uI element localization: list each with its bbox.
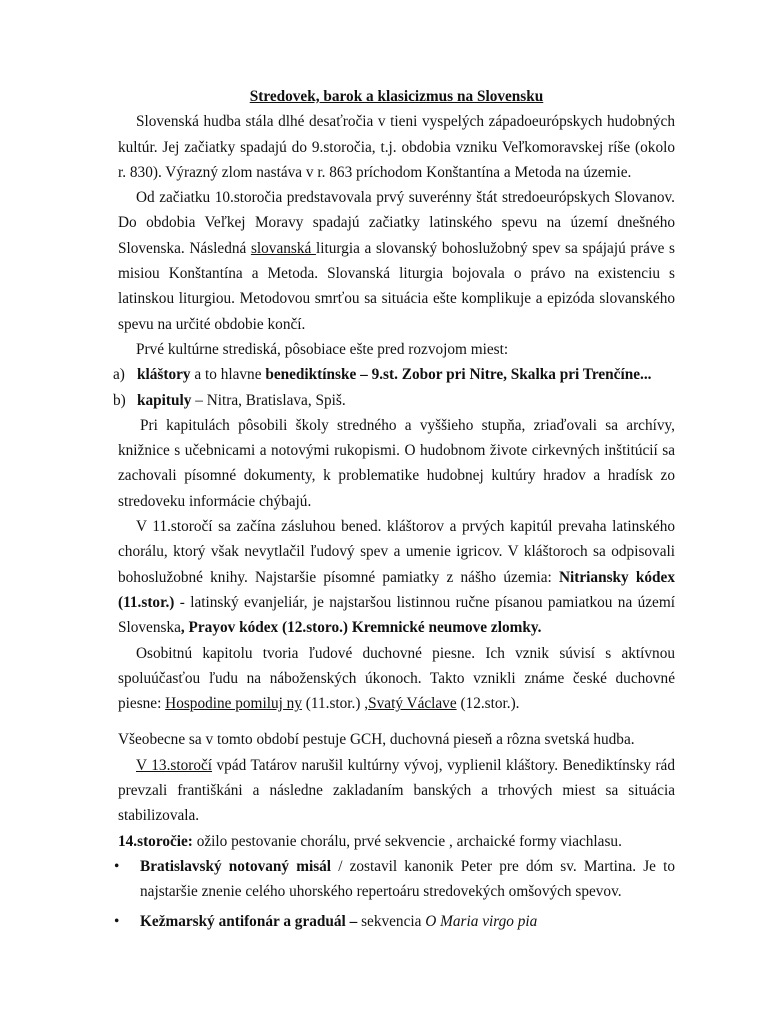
paragraph-intro: Slovenská hudba stála dlhé desaťročia v tieni vyspelých západoeurópskych hudobných kultúr. Jej začiatky spadajú do 9.storočia, t.j. obdobia vzniku Veľkomoravskej ríše (okolo r. 830). Výrazný zlom nastáva v r. 863 príchodom Konštantína a Metoda na územie. <box>118 113 675 181</box>
paragraph-text: - latinský evanjeliár, je najstaršou listinnou ručne písanou pamiatkou na území Slovenska <box>118 593 675 637</box>
song-title: Svatý Václave <box>368 695 457 713</box>
bold-term: Kremnické neumove zlomky. <box>351 619 542 637</box>
list-marker: b) <box>113 391 126 409</box>
paragraph-text: (11.stor.) , <box>301 695 369 713</box>
paragraph-text: liturgia a slovanský bohoslužobný spev sa spájajú práve s misiou Konštantína a Metoda. Slovanská liturgia bojovala o právo na existenciu s latinskou liturgiou. Metodovou smrťou sa situácia ešte komplikuje a epizóda slovanského spevu na určité obdobie končí. <box>118 239 675 333</box>
bullet-item <box>114 909 675 934</box>
paragraph-chapters: Pri kapitulách pôsobili školy stredného a vyššieho stupňa, zriaďovali sa archívy, knižnice s učebnicami a notovými rukopismi. O hudobnom živote cirkevných inštitúcií sa zachovali písomné dokumenty, k problematike hudobnej kultúry hradov a hradísk zo stredoveku informácie chýbajú. <box>118 416 675 510</box>
bullet-item <box>114 854 675 905</box>
paragraph-text: ožilo pestovanie chorálu, prvé sekvencie , archaické formy viachlasu. <box>192 832 622 850</box>
paragraph-text: (12.stor.). <box>456 695 520 713</box>
paragraph-folk-songs <box>118 641 675 717</box>
paragraph-14th-century <box>118 829 675 854</box>
paragraph-great-moravia <box>118 185 675 337</box>
song-title: Hospodine pomiluj ny <box>165 695 302 713</box>
list-item-term: benediktínske – 9.st. Zobor pri Nitre, Skalka pri Trenčíne... <box>265 366 652 384</box>
bullet-icon: • <box>114 857 120 875</box>
list-item-term: kapituly <box>137 391 192 409</box>
list-item-text: – Nitra, Bratislava, Spiš. <box>191 391 346 409</box>
list-item-term: kláštory <box>137 366 191 384</box>
bullet-italic-text: O Maria virgo pia <box>425 912 538 930</box>
century-label: 14.storočie: <box>118 832 193 850</box>
bold-term: Nitriansky kódex (11.stor.) <box>118 568 675 611</box>
century-label: V 13.storočí <box>136 756 213 774</box>
list-item <box>113 388 675 413</box>
paragraph-text: Osobitnú kapitolu tvoria ľudové duchovné piesne. Ich vznik súvisí s aktívnou spoluúčasťou ľudu na náboženských úkonoch. Takto vznikli známe české duchovné piesne: <box>118 644 675 713</box>
bullet-term: Kežmarský antifonár a graduál – <box>140 912 358 930</box>
sources-bullet-list <box>114 854 675 934</box>
list-item-text: a to hlavne <box>190 366 266 384</box>
centers-list <box>113 362 675 413</box>
bullet-text: / zostavil kanonik Peter pre dóm sv. Martina. Je to najstaršie znenie celého uhorského repertoáru stredovekých omšových spevov. <box>140 857 675 901</box>
bullet-icon: • <box>114 912 120 930</box>
paragraph-general: Všeobecne sa v tomto období pestuje GCH, duchovná pieseň a rôzna svetská hudba. <box>118 731 635 749</box>
bullet-text: sekvencia <box>357 912 426 930</box>
underlined-word: slovanská <box>250 239 316 257</box>
paragraph-centers: Prvé kultúrne strediská, pôsobiace ešte pred rozvojom miest: <box>136 340 509 358</box>
page-title: Stredovek, barok a klasicizmus na Slovensku <box>249 88 544 105</box>
list-marker: a) <box>113 366 125 384</box>
paragraph-text: Od začiatku 10.storočia predstavovala prvý suverénny štát stredoeurópskych Slovanov. Do obdobia Veľkej Moravy spadajú začiatky latinského spevu na území dnešného Slovenska. Následná <box>118 189 675 257</box>
paragraph-text: V 11.storočí sa začína zásluhou bened. kláštorov a prvých kapitúl prevaha latinského chorálu, ktorý však nevytlačil ľudový spev a umenie igricov. V kláštoroch sa odpisovali bohoslužobné knihy. Najstaršie písomné pamiatky z nášho územia: <box>118 518 675 586</box>
bold-term: , Prayov kódex (12.storo.) <box>180 619 349 637</box>
list-item <box>113 362 675 387</box>
paragraph-13th-century <box>118 753 675 829</box>
paragraph-11th-century <box>118 514 675 640</box>
bullet-term: Bratislavský notovaný misál <box>140 857 332 875</box>
paragraph-text: vpád Tatárov narušil kultúrny vývoj, vyplienil kláštory. Benediktínsky rád prevzali františkáni a následne zakladaním banských a trhových miest sa situácia stabilizovala. <box>118 756 675 825</box>
